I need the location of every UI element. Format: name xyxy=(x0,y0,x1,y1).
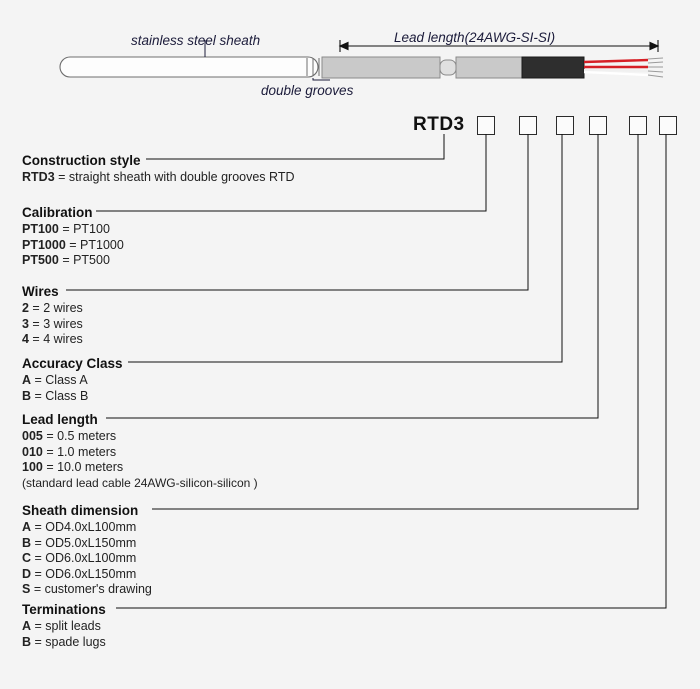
field-title: Sheath dimension xyxy=(22,503,139,518)
option-code: 4 xyxy=(22,332,29,346)
option-code: B xyxy=(22,634,32,649)
part-number-base: RTD3 xyxy=(413,114,465,135)
option-text: = PT1000 xyxy=(65,237,124,252)
option-text: = PT500 xyxy=(58,253,110,267)
field-terminations xyxy=(22,601,106,650)
field-option xyxy=(22,389,123,405)
field-title: Calibration xyxy=(22,205,93,220)
option-text: = OD5.0xL150mm xyxy=(31,535,137,550)
code-box-4[interactable] xyxy=(589,116,607,135)
field-option xyxy=(22,551,152,567)
option-text: = 4 wires xyxy=(28,332,83,346)
option-text: = OD6.0xL100mm xyxy=(31,551,137,565)
option-text: = OD6.0xL150mm xyxy=(31,566,137,581)
option-code: C xyxy=(22,551,32,565)
option-code: 2 xyxy=(22,301,29,315)
field-construction-style xyxy=(22,152,295,186)
field-accuracy-class xyxy=(22,355,123,404)
option-text: = spade lugs xyxy=(31,634,106,649)
field-option xyxy=(22,317,83,333)
field-option xyxy=(22,460,258,476)
option-text: = Class B xyxy=(31,388,89,403)
field-title: Terminations xyxy=(22,602,106,617)
option-text: = OD4.0xL100mm xyxy=(31,520,137,534)
field-option xyxy=(22,301,83,317)
field-option xyxy=(22,238,124,254)
code-box-1[interactable] xyxy=(477,116,495,135)
field-wires xyxy=(22,283,83,348)
option-code: A xyxy=(22,619,32,633)
field-option xyxy=(22,253,124,269)
product-drawing xyxy=(0,0,700,110)
option-code: A xyxy=(22,520,32,534)
field-option xyxy=(22,635,106,651)
option-text: = split leads xyxy=(31,619,101,633)
field-option xyxy=(22,445,258,461)
code-box-5[interactable] xyxy=(629,116,647,135)
label-double-grooves: double grooves xyxy=(261,83,354,98)
field-option xyxy=(22,582,152,598)
option-text: = 0.5 meters xyxy=(42,429,117,443)
field-calibration xyxy=(22,204,124,269)
field-note: (standard lead cable 24AWG-silicon-silicon ) xyxy=(22,475,258,490)
option-text: = 1.0 meters xyxy=(42,444,117,459)
option-code: 005 xyxy=(22,429,43,443)
code-box-2[interactable] xyxy=(519,116,537,135)
option-code: PT100 xyxy=(22,222,59,236)
field-option xyxy=(22,567,152,583)
label-stainless-steel-sheath: stainless steel sheath xyxy=(131,33,261,48)
option-code: A xyxy=(22,373,32,387)
option-text: = straight sheath with double grooves RTD xyxy=(54,170,295,184)
option-code: D xyxy=(22,566,32,581)
field-title: Wires xyxy=(22,284,59,299)
option-code: 010 xyxy=(22,444,43,459)
option-code: B xyxy=(22,388,32,403)
code-box-6[interactable] xyxy=(659,116,677,135)
field-sheath-dimension xyxy=(22,502,152,598)
field-title: Construction style xyxy=(22,153,141,168)
field-option xyxy=(22,222,124,238)
field-title: Lead length xyxy=(22,412,98,427)
option-code: B xyxy=(22,535,32,550)
field-option xyxy=(22,332,83,348)
option-text: = 2 wires xyxy=(28,301,83,315)
option-code: PT500 xyxy=(22,253,59,267)
option-text: = Class A xyxy=(31,373,88,387)
field-option xyxy=(22,170,295,186)
option-code: 3 xyxy=(22,316,29,331)
stainless-steel-sheath xyxy=(60,57,319,77)
option-code: 100 xyxy=(22,460,43,474)
lead-cable xyxy=(322,57,663,78)
option-text: = PT100 xyxy=(58,222,110,236)
option-text: = 10.0 meters xyxy=(42,460,124,474)
field-title: Accuracy Class xyxy=(22,356,123,371)
field-option xyxy=(22,619,106,635)
option-text: = customer's drawing xyxy=(30,582,152,596)
field-option xyxy=(22,373,123,389)
label-lead-length: Lead length(24AWG-SI-SI) xyxy=(394,30,556,45)
option-text: = 3 wires xyxy=(28,316,83,331)
field-option xyxy=(22,536,152,552)
field-option xyxy=(22,429,258,445)
field-option xyxy=(22,520,152,536)
option-code: S xyxy=(22,582,31,596)
option-code: PT1000 xyxy=(22,237,66,252)
field-lead-length xyxy=(22,411,258,491)
option-code: RTD3 xyxy=(22,170,55,184)
code-box-3[interactable] xyxy=(556,116,574,135)
